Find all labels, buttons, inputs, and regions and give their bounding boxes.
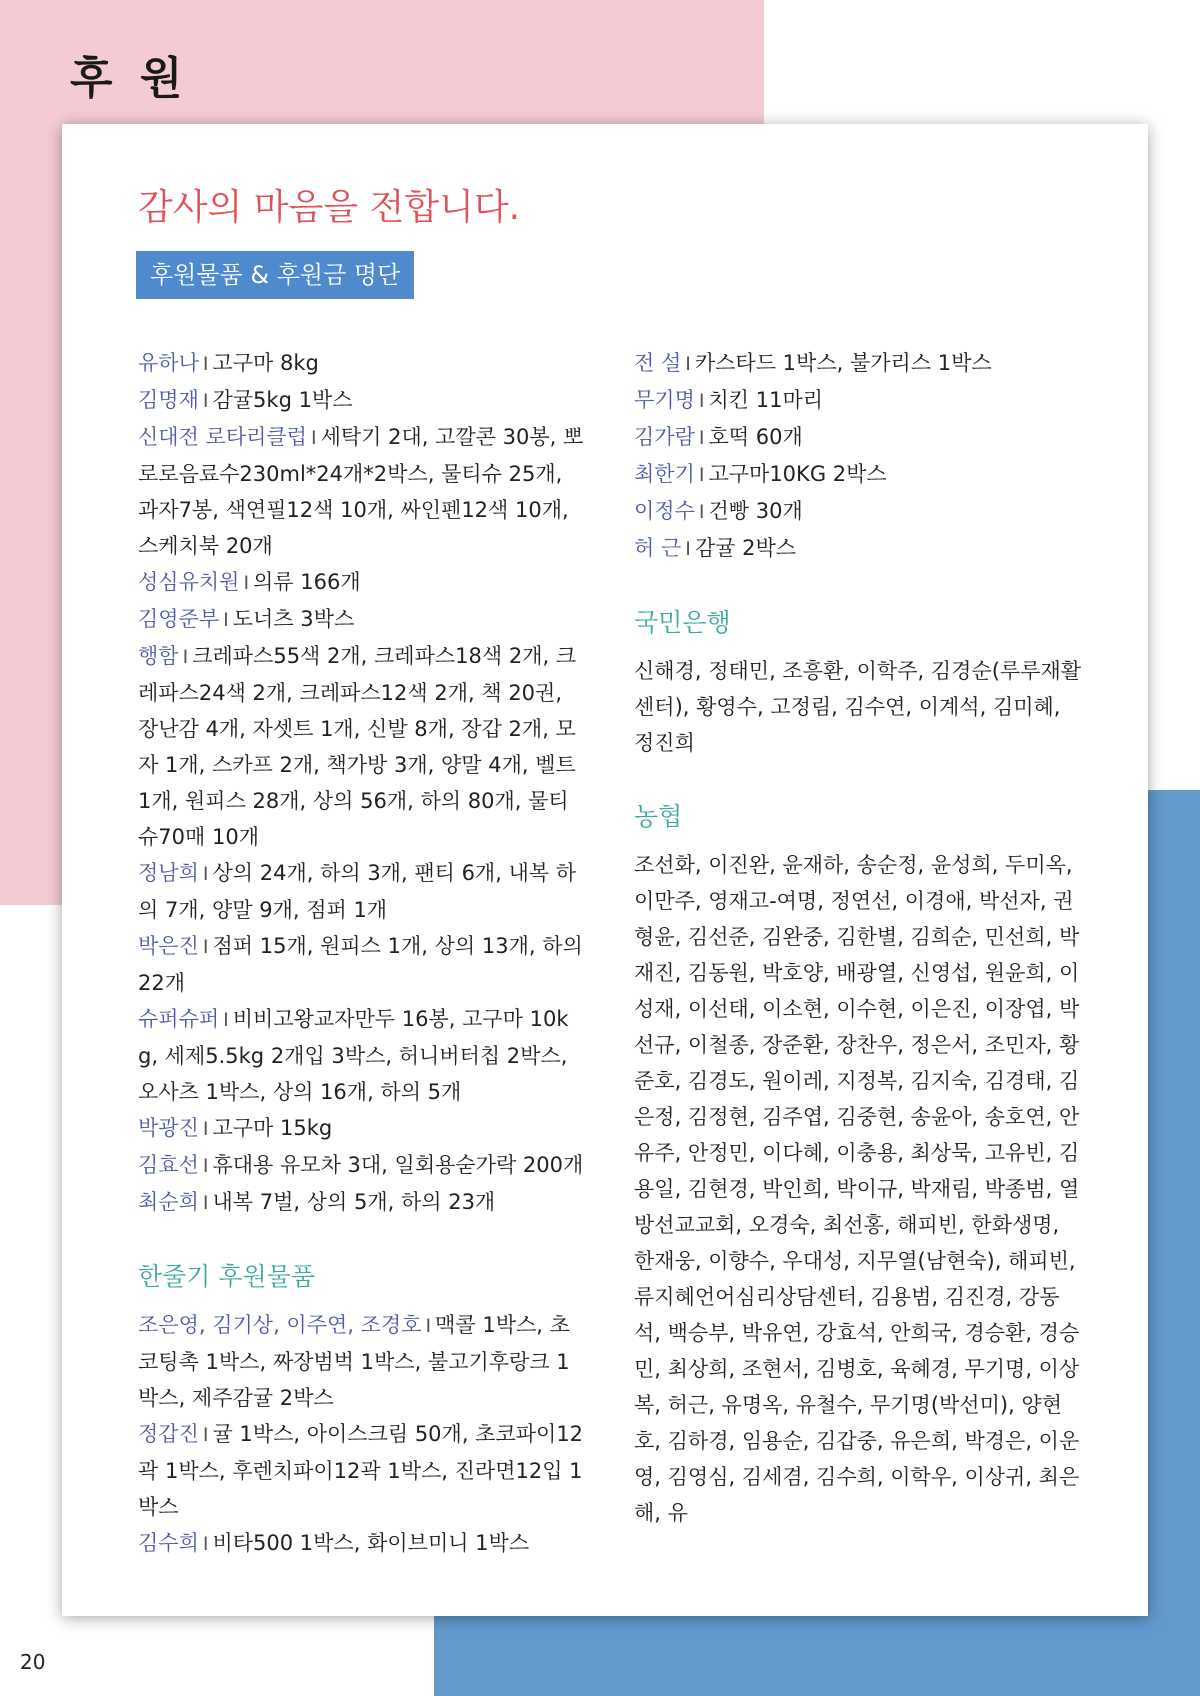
- content-card: [62, 124, 1148, 1616]
- separator: I: [685, 353, 691, 375]
- kookmin-section-title: 국민은행: [634, 608, 731, 637]
- donation-entry: [138, 419, 588, 564]
- nonghyup-section-title: 농협: [634, 802, 683, 831]
- donation-entry: [138, 345, 588, 382]
- donor-name: 박광진: [138, 1116, 199, 1140]
- donation-entry: [634, 456, 1086, 493]
- donation-list-left: [138, 345, 588, 1221]
- donation-entry: [138, 855, 588, 928]
- separator: I: [202, 1533, 209, 1555]
- donated-items: 비타500 1박스, 화이브미니 1박스: [212, 1531, 530, 1555]
- separator: I: [202, 353, 209, 375]
- separator: I: [223, 1009, 229, 1031]
- donation-entry: [138, 1147, 588, 1184]
- donor-name: 허 근: [634, 536, 682, 560]
- donated-items: 의류 166개: [253, 570, 361, 594]
- nonghyup-names: 조선화, 이진완, 윤재하, 송순정, 윤성희, 두미옥, 이만주, 영재고-여명, 정연선, 이경애, 박선자, 권형윤, 김선준, 김완중, 김한별, 김희순, 민선희, 박재진, 김동원, 박호양, 배광열, 신영섭, 원윤희, 이성재, 이선태, 이소현, 이수현, 이은진, 이장엽, 박선규, 이철종, 장준환, 장찬우, 정은서, 조민자, 황준호, 김경도, 원이레, 지정복, 김지숙, 김경태, 김은정, 김정현, 김주엽, 김중현, 송윤아, 송호연, 안유주, 안정민, 이다혜, 이충용, 최상묵, 고유빈, 김용일, 김현경, 박인희, 박이규, 박재림, 박종범, 열방선교교회, 오경숙, 최선홍, 해피빈, 한화생명, 한재웅, 이향수, 우대성, 지무열(남현숙), 해피빈, 류지혜언어심리상담센터, 김용범, 김진경, 강동석, 백승부, 박유연, 강효석, 안희국, 경승환, 경승민, 최상희, 조현서, 김병호, 육혜경, 무기명, 이상복, 허근, 유명옥, 유철수, 무기명(박선미), 양현호, 김하경, 임용순, 김갑중, 유은희, 박경은, 이운영, 김영심, 김세겸, 김수희, 이학우, 이상귀, 최은해, 유: [634, 853, 1080, 1525]
- section-heading: 후 원: [70, 53, 189, 104]
- donated-items: 상의 24개, 하의 3개, 팬티 6개, 내복 하의 7개, 양말 9개, 점퍼 1개: [138, 861, 577, 922]
- separator: I: [202, 1192, 209, 1214]
- donation-entry: [138, 1416, 588, 1525]
- separator: I: [243, 572, 250, 594]
- donation-entry: [634, 419, 1086, 456]
- donor-name: 슈퍼슈퍼: [138, 1007, 220, 1031]
- donated-items: 점퍼 15개, 원피스 1개, 상의 13개, 하의 22개: [138, 934, 583, 995]
- donor-name: 전 설: [634, 351, 682, 375]
- donation-entry: [634, 382, 1086, 419]
- donor-name: 조은영, 김기상, 이주연, 조경호: [138, 1313, 422, 1337]
- donor-name: 최순희: [138, 1190, 199, 1214]
- separator: I: [425, 1315, 432, 1337]
- hanjulgi-section-title: 한줄기 후원물품: [138, 1262, 315, 1291]
- donated-items: 고구마10KG 2박스: [708, 462, 887, 486]
- separator: I: [202, 1424, 209, 1446]
- separator: I: [685, 538, 691, 560]
- list-badge: 후원물품 & 후원금 명단: [136, 251, 414, 299]
- donation-entry: [138, 601, 588, 638]
- donated-items: 도너츠 3박스: [232, 607, 355, 631]
- separator: I: [202, 1118, 209, 1140]
- separator: I: [202, 936, 209, 958]
- donated-items: 건빵 30개: [708, 499, 803, 523]
- donation-entry: [138, 1184, 588, 1221]
- page-title: 감사의 마음을 전합니다.: [138, 187, 521, 228]
- donation-entry: [138, 1001, 588, 1110]
- donation-entry: [634, 530, 1086, 567]
- donation-entry: [138, 1307, 588, 1416]
- page-number: 20: [20, 1650, 46, 1674]
- left-column: [138, 345, 588, 1562]
- separator: I: [698, 427, 705, 449]
- right-column: [634, 345, 1086, 1531]
- donor-name: 최한기: [634, 462, 695, 486]
- donation-entry: [138, 1110, 588, 1147]
- separator: I: [310, 427, 317, 449]
- donor-name: 이정수: [634, 499, 695, 523]
- donor-name: 신대전 로타리클럽: [138, 425, 307, 449]
- donor-name: 박은진: [138, 934, 199, 958]
- donor-name: 행함: [138, 644, 179, 668]
- separator: I: [202, 1155, 209, 1177]
- donated-items: 치킨 11마리: [708, 388, 824, 412]
- donation-entry: [634, 345, 1086, 382]
- donor-name: 김명재: [138, 388, 199, 412]
- donation-entry: [138, 564, 588, 601]
- donated-items: 세탁기 2대, 고깔콘 30봉, 뽀로로음료수230ml*24개*2박스, 물티슈 25개, 과자7봉, 색연필12색 10개, 싸인펜12색 10개, 스케치북 20개: [138, 425, 584, 558]
- donor-name: 무기명: [634, 388, 695, 412]
- donor-name: 성심유치원: [138, 570, 240, 594]
- donated-items: 고구마 15kg: [212, 1116, 333, 1140]
- donated-items: 휴대용 유모차 3대, 일회용숟가락 200개: [212, 1153, 584, 1177]
- donated-items: 카스타드 1박스, 불가리스 1박스: [694, 351, 992, 375]
- separator: I: [202, 863, 209, 885]
- donation-list-right: [634, 345, 1086, 567]
- donated-items: 호떡 60개: [708, 425, 803, 449]
- separator: I: [698, 464, 705, 486]
- donated-items: 맥콜 1박스, 초코팅촉 1박스, 짜장범벅 1박스, 불고기후랑크 1박스, 제주감귤 2박스: [138, 1313, 570, 1410]
- donated-items: 감귤 2박스: [694, 536, 797, 560]
- donated-items: 비비고왕교자만두 16봉, 고구마 10kg, 세제5.5kg 2개입 3박스, 허니버터칩 2박스, 오사츠 1박스, 상의 16개, 하의 5개: [138, 1007, 569, 1104]
- separator: I: [698, 501, 705, 523]
- hanjulgi-list: [138, 1307, 588, 1562]
- separator: I: [698, 390, 705, 412]
- donor-name: 김영준부: [138, 607, 220, 631]
- donation-entry: [634, 493, 1086, 530]
- donated-items: 크레파스55색 2개, 크레파스18색 2개, 크레파스24색 2개, 크레파스12색 2개, 책 20권, 장난감 4개, 자셋트 1개, 신발 8개, 장갑 2개, 모자 1개, 스카프 2개, 책가방 3개, 양말 4개, 벨트 1개, 원피스 28개, 상의 56개, 하의 80개, 물티슈70매 10개: [138, 644, 577, 849]
- separator: I: [202, 390, 209, 412]
- donated-items: 내복 7벌, 상의 5개, 하의 23개: [212, 1190, 496, 1214]
- separator: I: [182, 646, 189, 668]
- donor-name: 정갑진: [138, 1422, 199, 1446]
- donated-items: 귤 1박스, 아이스크림 50개, 초코파이12곽 1박스, 후렌치파이12곽 1박스, 진라면12입 1박스: [138, 1422, 584, 1519]
- donation-entry: [138, 382, 588, 419]
- donor-name: 김가람: [634, 425, 695, 449]
- donation-entry: [138, 928, 588, 1001]
- donor-name: 김수희: [138, 1531, 199, 1555]
- donated-items: 감귤5kg 1박스: [212, 388, 353, 412]
- donation-entry: [138, 638, 588, 855]
- donor-name: 유하나: [138, 351, 199, 375]
- donor-name: 정남희: [138, 861, 199, 885]
- donor-name: 김효선: [138, 1153, 199, 1177]
- kookmin-names: 신해경, 정태민, 조흥환, 이학주, 김경순(루루재활센터), 황영수, 고정림, 김수연, 이계석, 김미혜, 정진희: [634, 659, 1082, 755]
- donation-entry: [138, 1525, 588, 1562]
- donated-items: 고구마 8kg: [212, 351, 319, 375]
- separator: I: [223, 609, 229, 631]
